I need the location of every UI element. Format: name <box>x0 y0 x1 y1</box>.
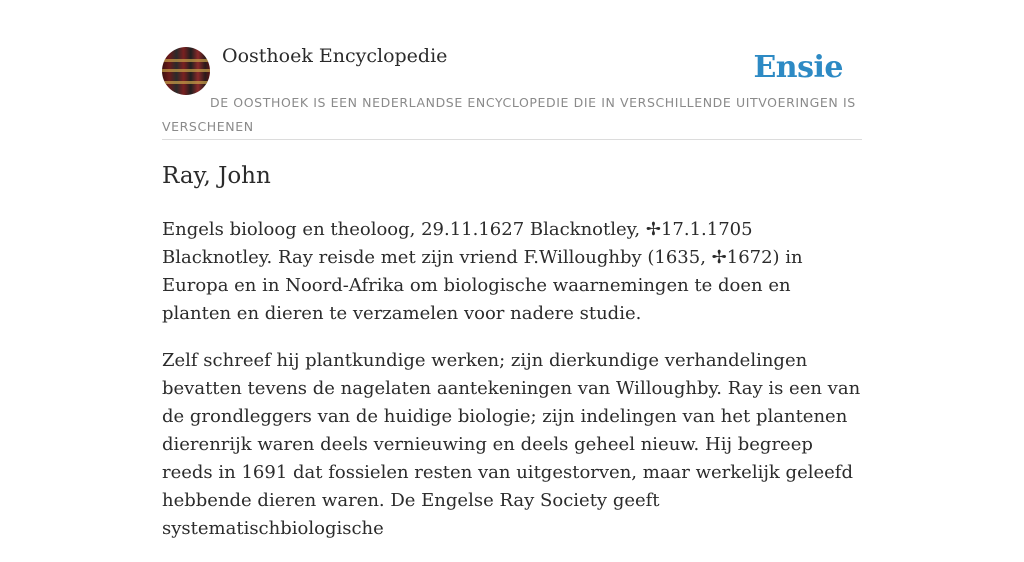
encyclopedia-tagline: DE OOSTHOEK IS EEN NEDERLANDSE ENCYCLOPEDIE DIE IN VERSCHILLENDE UITVOERINGEN IS VERSCHENEN <box>162 95 856 134</box>
avatar-book-band <box>162 69 210 72</box>
site-title-link[interactable]: Oosthoek Encyclopedie <box>222 45 448 67</box>
article-title: Ray, John <box>162 163 271 189</box>
avatar-book-band <box>162 81 210 84</box>
ensie-logo[interactable]: Ensie <box>753 50 843 85</box>
article-paragraph: Zelf schreef hij plantkundige werken; zijn dierkundige verhandelingen bevatten tevens de nagelaten aantekeningen van Willoughby. Ray is een van de grondleggers van de huidige biologie; zijn indelingen van het plantenen dierenrijk waren deels vernieuwing en deels geheel nieuw. Hij begreep reeds in 1691 dat fossielen resten van uitgestorven, maar werkelijk geleefd hebbende dieren waren. De Engelse Ray Society geeft systematischbiologische <box>162 350 861 539</box>
article-body <box>162 216 862 562</box>
page-container <box>162 0 862 539</box>
encyclopedia-avatar[interactable] <box>162 47 210 95</box>
avatar-book-band <box>162 59 210 62</box>
site-header <box>162 0 862 140</box>
article-paragraph: Engels bioloog en theoloog, 29.11.1627 Blacknotley, ✢17.1.1705 Blacknotley. Ray reisde met zijn vriend F.Willoughby (1635, ✢1672) in Europa en in Noord-Afrika om biologische waarnemingen te doen en planten en dieren te verzamelen voor nadere studie. <box>162 219 803 324</box>
